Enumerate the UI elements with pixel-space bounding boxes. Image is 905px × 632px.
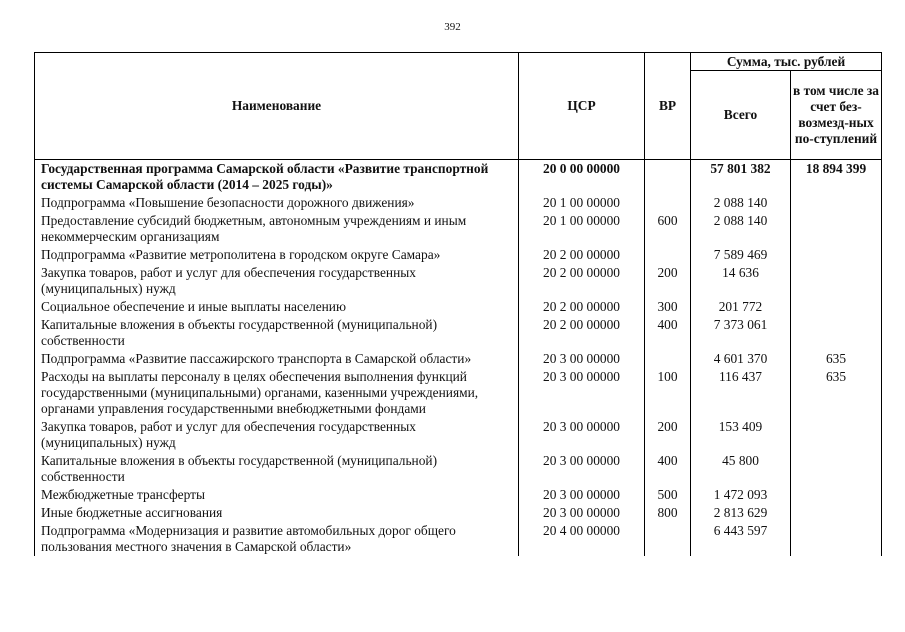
- row-name: Подпрограмма «Повышение безопасности дорожного движения»: [35, 194, 519, 212]
- row-free: [791, 316, 882, 350]
- table-row: [35, 418, 882, 452]
- table-row: [35, 298, 882, 316]
- row-total: 1 472 093: [691, 486, 791, 504]
- table-row: [35, 504, 882, 522]
- row-csr: 20 2 00 00000: [519, 316, 645, 350]
- table-header: [35, 53, 882, 160]
- row-vr: 400: [645, 316, 691, 350]
- row-vr: 600: [645, 212, 691, 246]
- header-name: Наименование: [35, 53, 519, 160]
- row-total: 201 772: [691, 298, 791, 316]
- header-free: в том числе за счет без-возмезд-ных по-ступлений: [791, 71, 882, 160]
- row-free: [791, 522, 882, 556]
- row-vr: [645, 160, 691, 195]
- row-total: 7 589 469: [691, 246, 791, 264]
- row-csr: 20 3 00 00000: [519, 368, 645, 418]
- table-row: [35, 368, 882, 418]
- row-name: Предоставление субсидий бюджетным, автономным учреждениям и иным некоммерческим организациям: [35, 212, 519, 246]
- table-row: [35, 316, 882, 350]
- table-row: [35, 452, 882, 486]
- row-vr: 400: [645, 452, 691, 486]
- row-free: [791, 264, 882, 298]
- row-csr: 20 3 00 00000: [519, 350, 645, 368]
- row-total: 2 088 140: [691, 194, 791, 212]
- row-name: Капитальные вложения в объекты государственной (муниципальной) собственности: [35, 452, 519, 486]
- row-csr: 20 1 00 00000: [519, 212, 645, 246]
- row-free: [791, 486, 882, 504]
- row-total: 2 813 629: [691, 504, 791, 522]
- header-sum: Сумма, тыс. рублей: [691, 53, 882, 71]
- row-free: [791, 298, 882, 316]
- row-csr: 20 2 00 00000: [519, 246, 645, 264]
- table-row: [35, 194, 882, 212]
- row-name: Государственная программа Самарской области «Развитие транспортной системы Самарской области (2014 – 2025 годы)»: [35, 160, 519, 195]
- row-free: 635: [791, 368, 882, 418]
- row-csr: 20 2 00 00000: [519, 264, 645, 298]
- row-total: 45 800: [691, 452, 791, 486]
- row-free: [791, 418, 882, 452]
- row-total: 153 409: [691, 418, 791, 452]
- row-total: 2 088 140: [691, 212, 791, 246]
- row-name: Закупка товаров, работ и услуг для обеспечения государственных (муниципальных) нужд: [35, 264, 519, 298]
- row-total: 57 801 382: [691, 160, 791, 195]
- row-total: 7 373 061: [691, 316, 791, 350]
- row-csr: 20 1 00 00000: [519, 194, 645, 212]
- row-csr: 20 0 00 00000: [519, 160, 645, 195]
- header-csr: ЦСР: [519, 53, 645, 160]
- row-csr: 20 3 00 00000: [519, 504, 645, 522]
- row-total: 6 443 597: [691, 522, 791, 556]
- row-name: Капитальные вложения в объекты государственной (муниципальной) собственности: [35, 316, 519, 350]
- row-vr: 200: [645, 418, 691, 452]
- row-name: Иные бюджетные ассигнования: [35, 504, 519, 522]
- row-csr: 20 3 00 00000: [519, 486, 645, 504]
- row-vr: 800: [645, 504, 691, 522]
- row-free: [791, 212, 882, 246]
- row-vr: 100: [645, 368, 691, 418]
- table-row: [35, 246, 882, 264]
- row-vr: [645, 350, 691, 368]
- row-name: Подпрограмма «Модернизация и развитие автомобильных дорог общего пользования местного значения в Самарской области»: [35, 522, 519, 556]
- row-vr: 500: [645, 486, 691, 504]
- header-vr: ВР: [645, 53, 691, 160]
- budget-table: [34, 52, 882, 556]
- row-free: [791, 246, 882, 264]
- row-free: 635: [791, 350, 882, 368]
- row-vr: [645, 194, 691, 212]
- table-row: [35, 350, 882, 368]
- table-row: [35, 522, 882, 556]
- header-total: Всего: [691, 71, 791, 160]
- row-total: 4 601 370: [691, 350, 791, 368]
- row-name: Расходы на выплаты персоналу в целях обеспечения выполнения функций государственными (муниципальными) органами, казенными учреждениями, органами управления государственными внебюджетными фондами: [35, 368, 519, 418]
- row-name: Закупка товаров, работ и услуг для обеспечения государственных (муниципальных) нужд: [35, 418, 519, 452]
- row-vr: 200: [645, 264, 691, 298]
- row-vr: [645, 246, 691, 264]
- row-csr: 20 3 00 00000: [519, 452, 645, 486]
- table-body: [35, 160, 882, 557]
- row-name: Межбюджетные трансферты: [35, 486, 519, 504]
- row-vr: 300: [645, 298, 691, 316]
- table-row: [35, 212, 882, 246]
- row-free: [791, 194, 882, 212]
- row-total: 14 636: [691, 264, 791, 298]
- budget-table-container: [34, 52, 881, 556]
- row-free: 18 894 399: [791, 160, 882, 195]
- row-name: Подпрограмма «Развитие метрополитена в городском округе Самара»: [35, 246, 519, 264]
- page-number: 392: [444, 21, 461, 33]
- row-csr: 20 2 00 00000: [519, 298, 645, 316]
- row-csr: 20 4 00 00000: [519, 522, 645, 556]
- row-free: [791, 504, 882, 522]
- row-total: 116 437: [691, 368, 791, 418]
- row-name: Подпрограмма «Развитие пассажирского транспорта в Самарской области»: [35, 350, 519, 368]
- table-row: [35, 160, 882, 195]
- row-vr: [645, 522, 691, 556]
- row-csr: 20 3 00 00000: [519, 418, 645, 452]
- row-free: [791, 452, 882, 486]
- row-name: Социальное обеспечение и иные выплаты населению: [35, 298, 519, 316]
- table-row: [35, 264, 882, 298]
- table-row: [35, 486, 882, 504]
